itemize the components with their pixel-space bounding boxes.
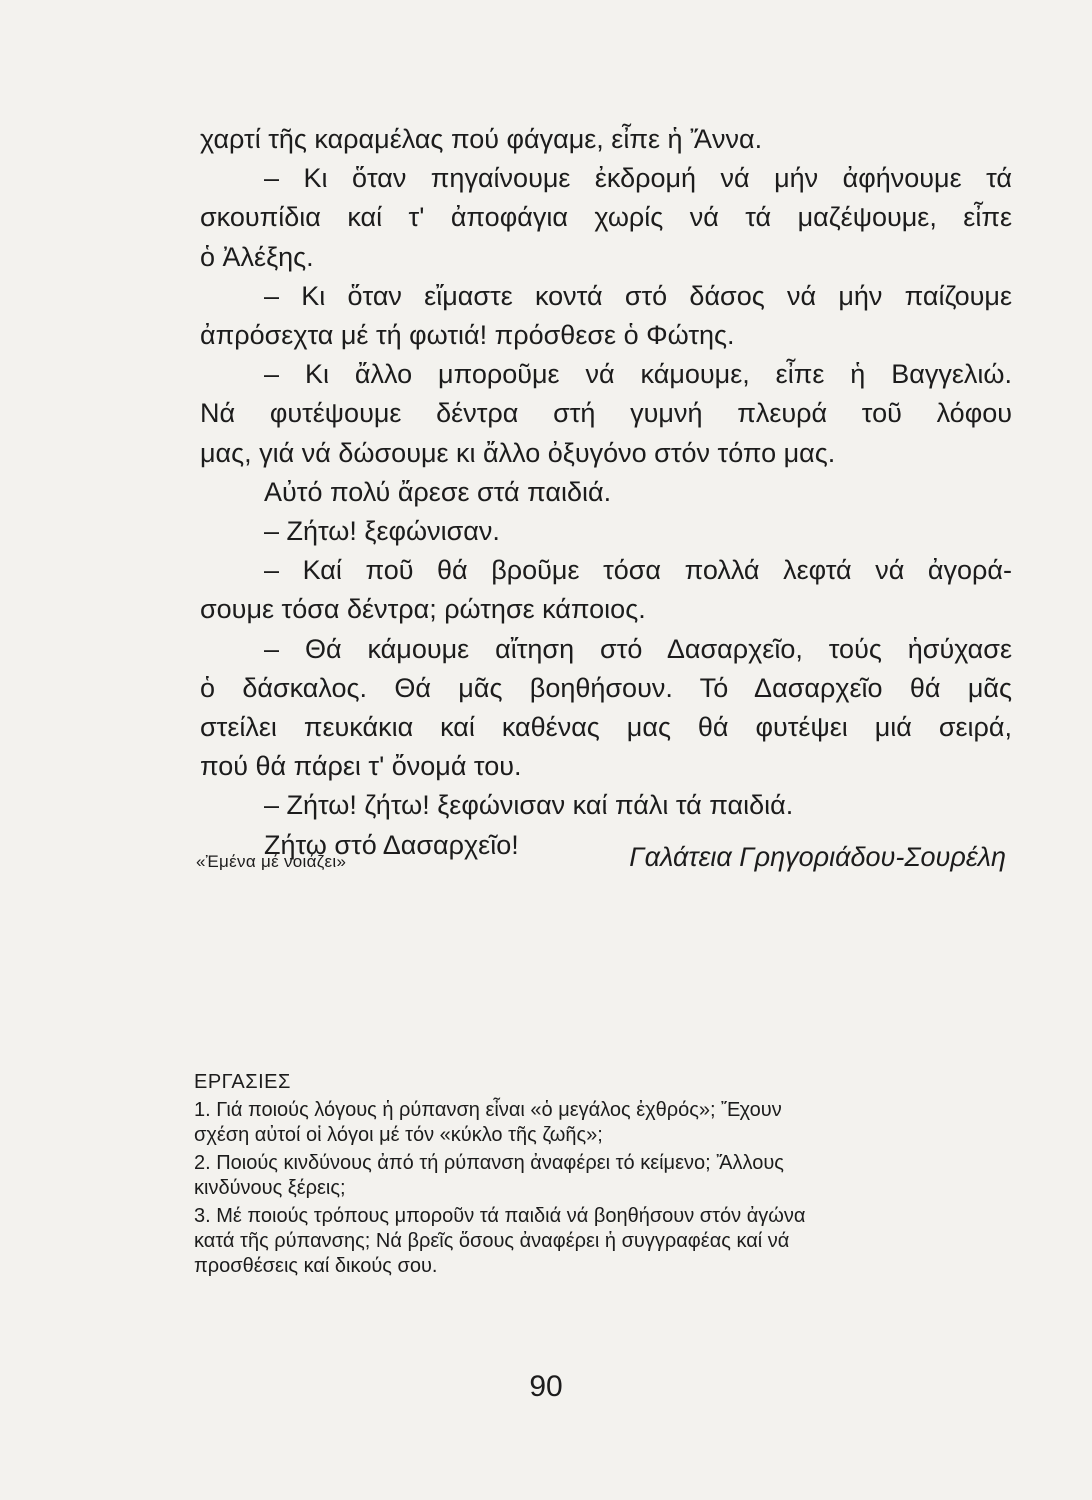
exercise-line: σχέση αὐτοί οἱ λόγοι μέ τόν «κύκλο τῆς ζωῆς»; <box>194 1124 603 1146</box>
exercises-heading: ΕΡΓΑΣΙΕΣ <box>194 1071 291 1093</box>
text-line: – Καί ποῦ θά βροῦμε τόσα πολλά λεφτά νά ἀγορά- <box>264 555 1012 586</box>
text-line: – Ζήτω! ζήτω! ξεφώνισαν καί πάλι τά παιδιά. <box>264 790 794 821</box>
text-line: πού θά πάρει τ' ὄνομά του. <box>200 751 522 782</box>
exercise-line: 3. Μέ ποιούς τρόπους μποροῦν τά παιδιά νά βοηθήσουν στόν ἀγώνα <box>194 1205 806 1227</box>
text-line: – Ζήτω! ξεφώνισαν. <box>264 516 500 547</box>
text-line: μας, γιά νά δώσουμε κι ἄλλο ὀξυγόνο στόν τόπο μας. <box>200 437 836 468</box>
page-number: 90 <box>529 1370 563 1403</box>
exercise-item-1 <box>194 1098 1010 1148</box>
exercise-line: προσθέσεις καί δικούς σου. <box>194 1255 438 1277</box>
attribution <box>196 842 1006 882</box>
exercise-line: κατά τῆς ρύπανσης; Νά βρεῖς ὅσους ἀναφέρει ἡ συγγραφέας καί νά <box>194 1230 790 1252</box>
text-line: – Κι ὅταν πηγαίνουμε ἐκδρομή νά μήν ἀφήνουμε τά <box>264 163 1012 194</box>
text-line: – Κι ὅταν εἴμαστε κοντά στό δάσος νά μήν παίζουμε <box>264 280 1012 311</box>
text-line: χαρτί τῆς καραμέλας πού φάγαμε, εἶπε ἡ Ἄννα. <box>200 124 763 154</box>
text-line: ὁ δάσκαλος. Θά μᾶς βοηθήσουν. Τό Δασαρχεῖο θά μᾶς <box>200 672 1012 703</box>
exercises-section <box>194 1068 1010 1282</box>
text-line: σκουπίδια καί τ' ἀποφάγια χωρίς νά τά μαζέψουμε, εἶπε <box>200 202 1012 233</box>
text-line: ὁ Ἀλέξης. <box>200 241 314 272</box>
source-title: «Ἐμένα μέ νοιάζει» <box>196 852 347 871</box>
exercise-item-2 <box>194 1151 1010 1201</box>
exercise-item-3 <box>194 1204 1010 1279</box>
exercise-line: 1. Γιά ποιούς λόγους ἡ ρύπανση εἶναι «ὁ μεγάλος ἐχθρός»; Ἔχουν <box>194 1099 782 1121</box>
text-line: σουμε τόσα δέντρα; ρώτησε κάποιος. <box>200 594 646 625</box>
text-line: – Κι ἄλλο μποροῦμε νά κάμουμε, εἶπε ἡ Βαγγελιώ. <box>264 359 1012 390</box>
text-line: Νά φυτέψουμε δέντρα στή γυμνή πλευρά τοῦ λόφου <box>200 398 1012 429</box>
text-line: Αὐτό πολύ ἄρεσε στά παιδιά. <box>264 476 612 507</box>
author-name: Γαλάτεια Γρηγοριάδου-Σουρέλη <box>629 842 1006 872</box>
exercise-line: κινδύνους ξέρεις; <box>194 1177 346 1199</box>
text-line: στείλει πευκάκια καί καθένας μας θά φυτέψει μιά σειρά, <box>200 712 1012 743</box>
story-text <box>200 120 1012 865</box>
text-line: ἀπρόσεχτα μέ τή φωτιά! πρόσθεσε ὁ Φώτης. <box>200 320 735 351</box>
text-line: – Θά κάμουμε αἴτηση στό Δασαρχεῖο, τούς ἡσύχασε <box>264 633 1012 664</box>
exercise-line: 2. Ποιούς κινδύνους ἀπό τή ρύπανση ἀναφέρει τό κείμενο; Ἄλλους <box>194 1152 784 1174</box>
text-line: Ζήτω στό Δασαρχεῖο! <box>264 829 519 860</box>
